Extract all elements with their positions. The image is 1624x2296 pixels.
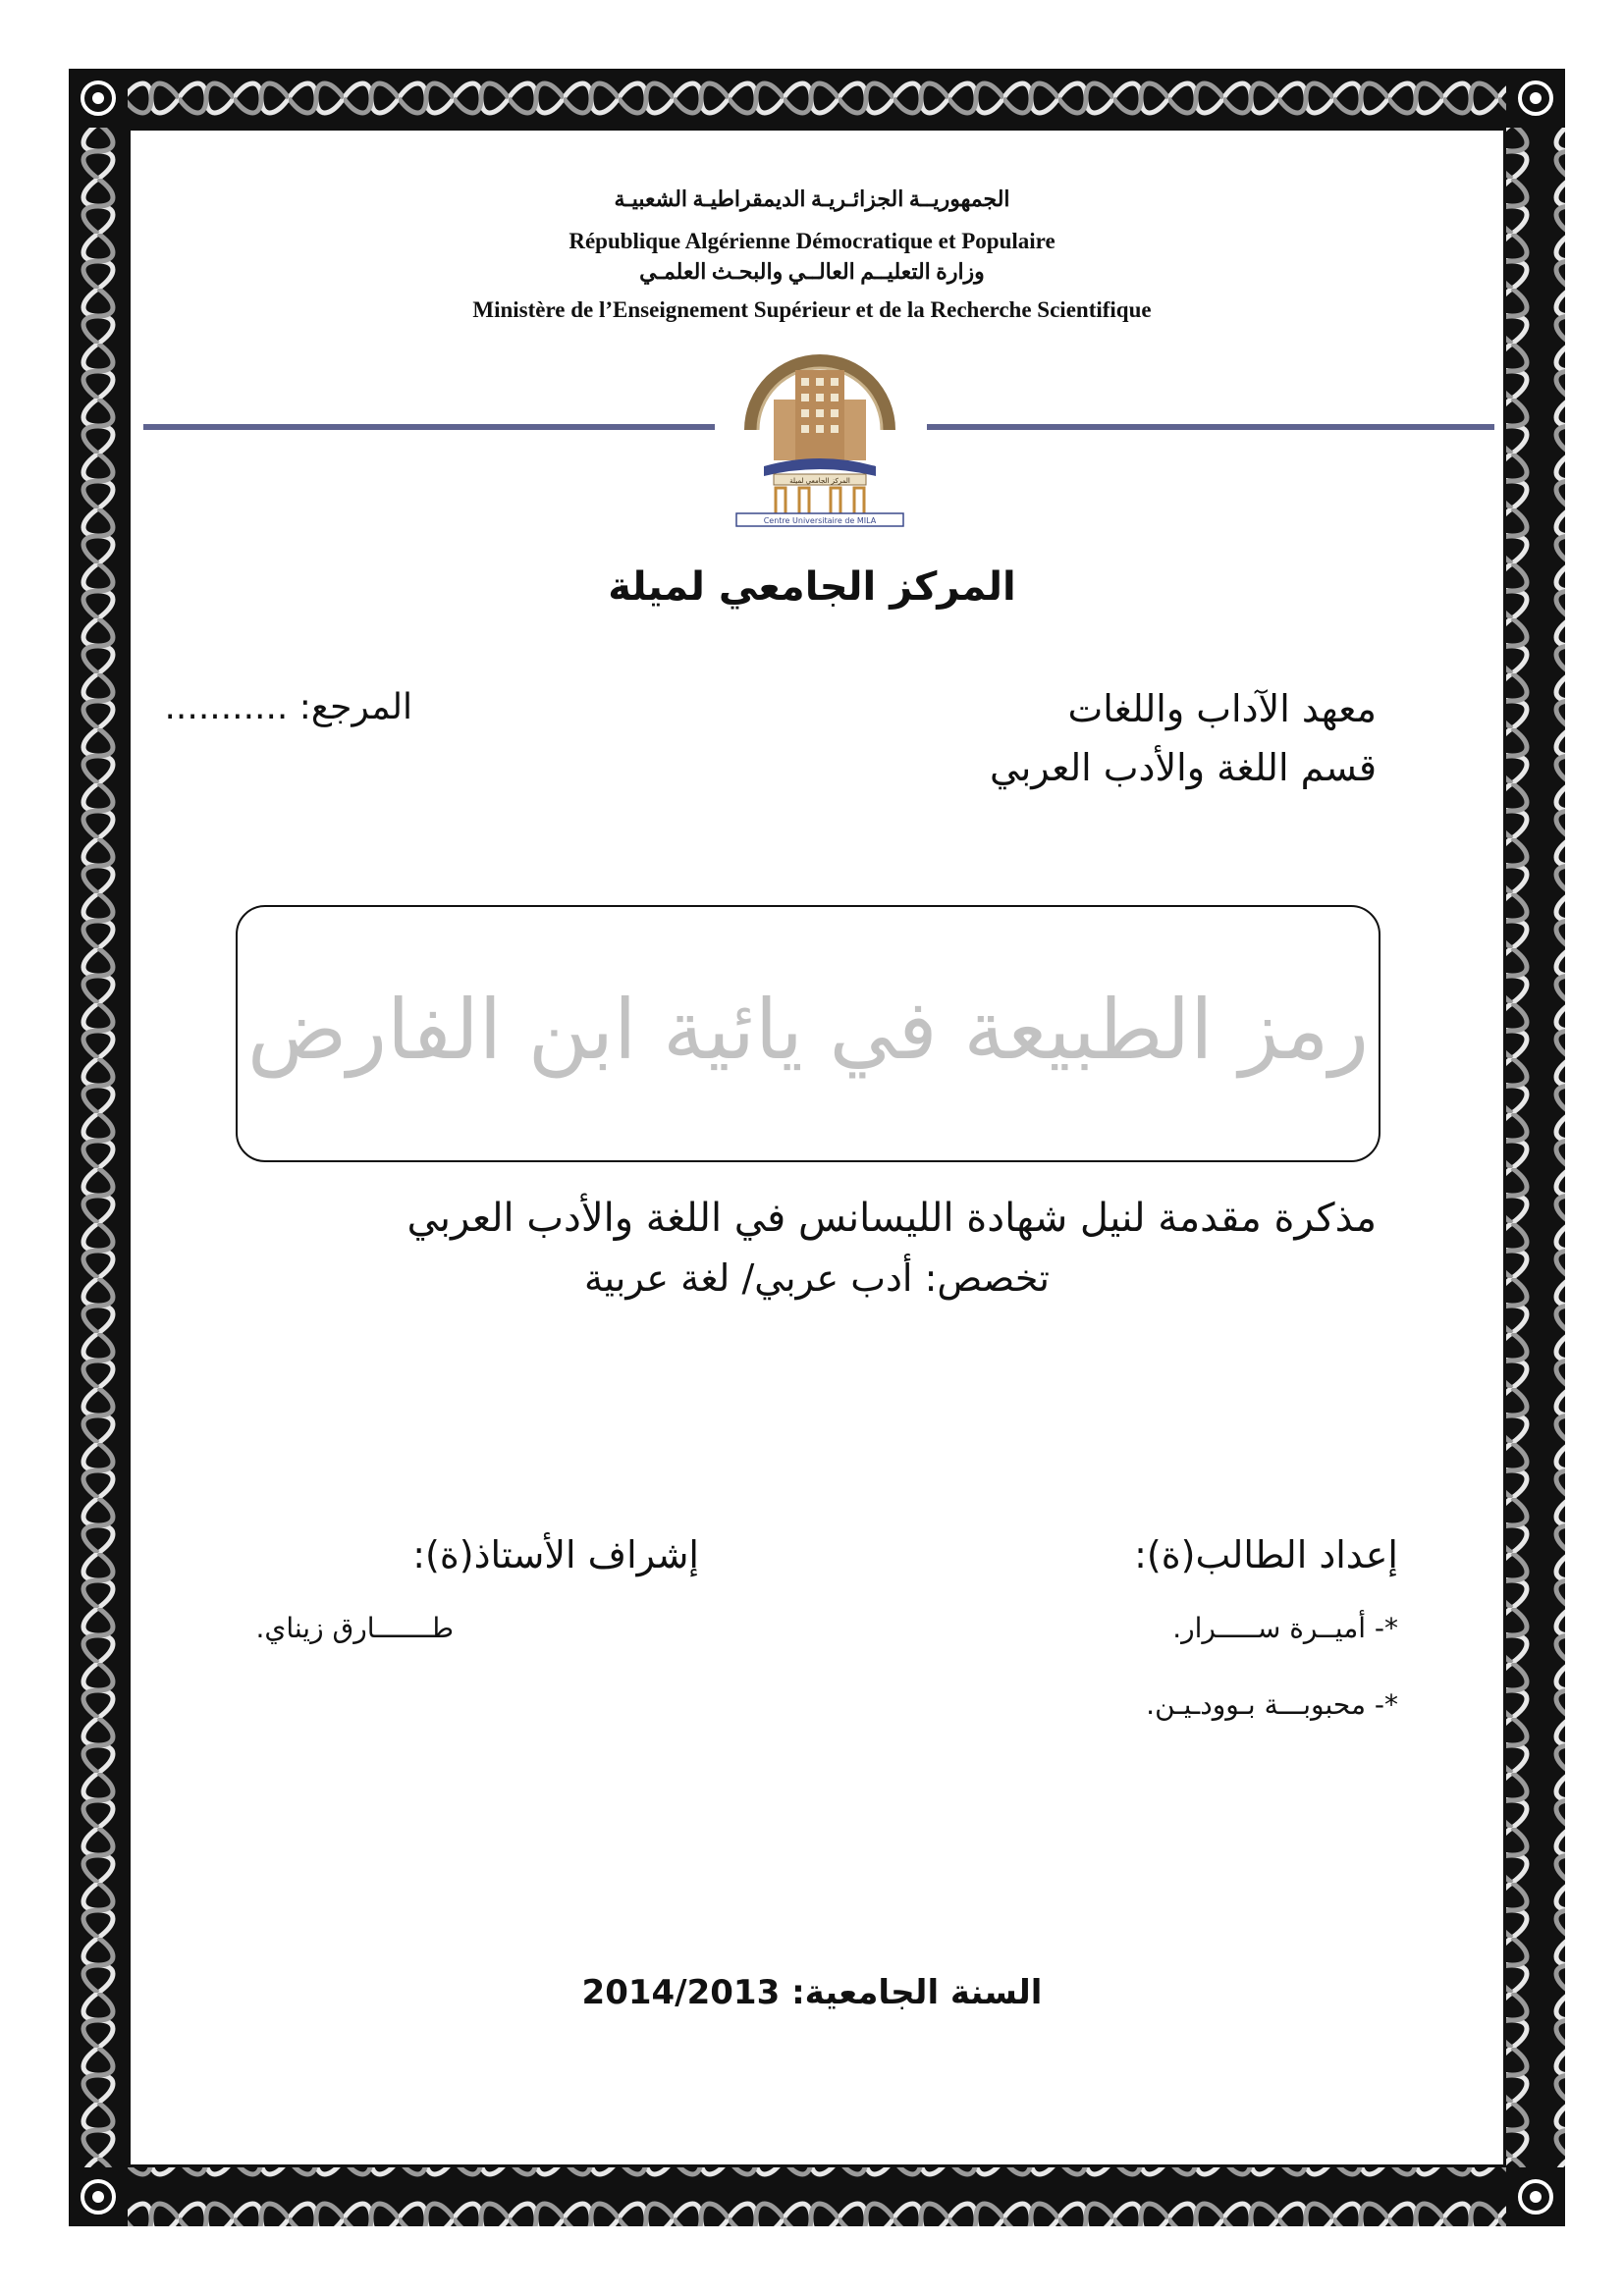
ministry-ar: وزارة التعليــم العالــي والبحـث العلمـي xyxy=(639,259,985,284)
reference-field: المرجع: ........... xyxy=(164,687,412,727)
students-label: إعداد الطالب(ة): xyxy=(1134,1533,1398,1576)
header-rule-right xyxy=(927,424,1494,430)
logo-caption: Centre Universitaire de MILA xyxy=(763,516,877,525)
republic-fr: République Algérienne Démocratique et Populaire xyxy=(568,229,1056,253)
student-name-1: *- أميــرة ســـــرار. xyxy=(1172,1612,1398,1644)
ministry-fr: Ministère de l’Enseignement Supérieur et de la Recherche Scientifique xyxy=(472,297,1152,322)
student-name-2: *- محبوبـــة بـوودـيـن. xyxy=(1146,1688,1398,1721)
institute-name: معهد الآداب واللغات xyxy=(1067,687,1377,730)
thesis-title: رمز الطبيعة في يائية ابن الفارض xyxy=(246,982,1370,1078)
center-name: المركز الجامعي لميلة xyxy=(608,564,1016,610)
supervisor-label: إشراف الأستاذ(ة): xyxy=(412,1533,699,1576)
university-logo xyxy=(734,337,905,527)
department-name: قسم اللغة والأدب العربي xyxy=(990,746,1377,789)
supervisor-name: طـــــــارق زيناي. xyxy=(255,1612,454,1644)
logo-banner-text: المركز الجامعي لميلة xyxy=(789,477,850,485)
thesis-specialty: تخصص: أدب عربي/ لغة عربية xyxy=(583,1256,1050,1300)
thesis-subtitle: مذكرة مقدمة لنيل شهادة الليسانس في اللغة والأدب العربي xyxy=(406,1196,1377,1241)
academic-year: السنة الجامعية: 2014/2013 xyxy=(581,1973,1043,2012)
header-rule-left xyxy=(143,424,715,430)
republic-ar: الجمهوريــة الجزائـريـة الديمقراطيـة الشعبيـة xyxy=(614,187,1010,211)
